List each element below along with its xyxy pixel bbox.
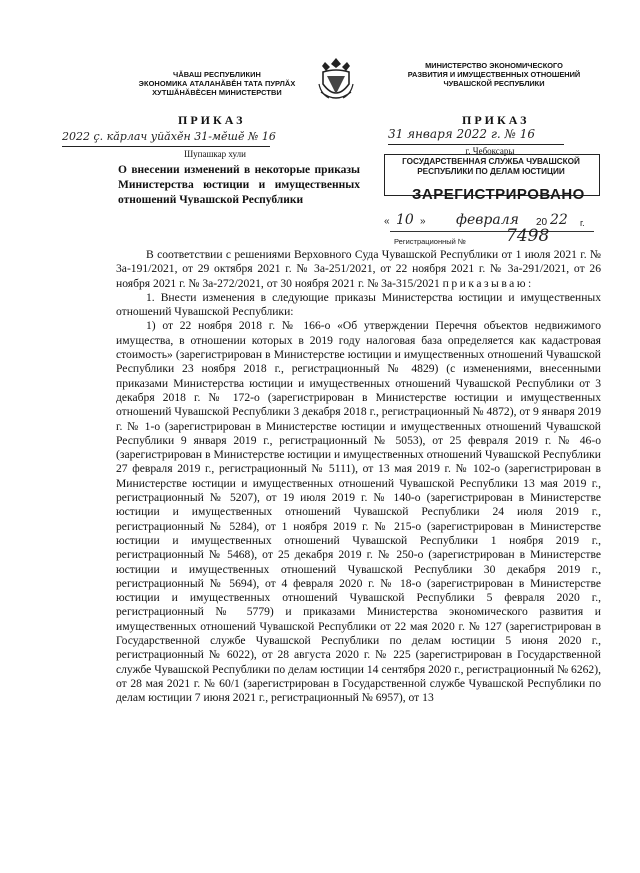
stamp-date (384, 214, 598, 232)
header-left-line: ЧĂВАШ РЕСПУБЛИКИН (173, 70, 261, 79)
stamp-agency-line1: ГОСУДАРСТВЕННАЯ СЛУЖБА ЧУВАШСКОЙ (402, 157, 580, 166)
header-left-line: ХУТШĂНĂВĔСЕН МИНИСТЕРСТВИ (152, 88, 282, 97)
header-left-line: ЭКОНОМИКА АТАЛАНĂВĔН ТАТА ПУРЛĂХ (138, 79, 296, 88)
stamp-agency-line2: РЕСПУБЛИКИ ПО ДЕЛАМ ЮСТИЦИИ (417, 167, 565, 176)
stamp-month: февраля (456, 212, 519, 228)
ministry-name-chuvash (112, 70, 322, 97)
stamp-year: 22 (550, 212, 568, 228)
stamp-quote-close: » (420, 216, 426, 227)
place-left: Шупашкар хули (184, 149, 246, 159)
header-right-line: МИНИСТЕРСТВО ЭКОНОМИЧЕСКОГО (425, 61, 563, 70)
date-underline-right (388, 144, 564, 145)
preamble-paragraph (116, 248, 601, 291)
registration-stamp (384, 148, 602, 248)
header-right-line: ЧУВАШСКОЙ РЕСПУБЛИКИ (443, 79, 545, 88)
stamp-regnum-label: Регистрационный № (394, 237, 466, 246)
header-right-line: РАЗВИТИЯ И ИМУЩЕСТВЕННЫХ ОТНОШЕНИЙ (407, 70, 581, 79)
order-title-right: ПРИКАЗ (462, 113, 530, 127)
order-body (116, 248, 601, 706)
date-underline-left (62, 146, 270, 147)
stamp-date-line (390, 231, 594, 232)
stamp-year-prefix: 20 (536, 217, 548, 228)
order-title-left: ПРИКАЗ (178, 113, 246, 127)
stamp-agency (384, 157, 598, 177)
ministry-name-russian (388, 61, 600, 88)
preamble-text: В соответствии с решениями Верховного Суда Чувашской Республики от 1 июля 2021 г. № 3а-191/2021, от 29 октября 2021 г. № 3а-251/2021, от 22 ноября 2021 г. № 3а-291/2021, от 26 ноября 2021 г. № 3а-272/2021, от 30 ноября 2021 г. № 3а-315/2021 (116, 248, 601, 290)
paragraph-1: 1. Внести изменения в следующие приказы Министерства юстиции и имущественных отношений Чувашской Республики: (116, 290, 601, 319)
place-right: г. Чебоксары (465, 146, 515, 156)
handwritten-date-right: 31 января 2022 г. № 16 (388, 127, 535, 141)
stamp-day: 10 (396, 212, 414, 228)
stamp-quote-open: « (384, 216, 390, 227)
order-topic: О внесении изменений в некоторые приказы Министерства юстиции и имущественных отношений Чувашской Республики (118, 164, 360, 206)
paragraph-1-1: 1) от 22 ноября 2018 г. № 166-о «Об утверждении Перечня объектов недвижимого имущества, в отношении которых в 2019 году налоговая база определяется как кадастровая стоимость» (зарегистрирован в Министерстве юстиции и имущественных отношений Чувашской Республики 23 ноября 2018 г., регистрационный № 4829) (с изменениями, внесенными приказами Министерства юстиции и имущественных отношений Чувашской Республики от 3 декабря 2018 г. № 172-о (зарегистрирован в Министерстве юстиции и имущественных отношений Чувашской Республики 3 декабря 2018 г., регистрационный № 4872), от 9 января 2019 г. № 1-о (зарегистрирован в Министерстве юстиции и имущественных отношений Чувашской Республики 9 января 2019 г., регистрационный № 5053), от 25 февраля 2019 г. № 46-о (зарегистрирован в Министерстве юстиции и имущественных отношений Чувашской Республики 27 февраля 2019 г., регистрационный № 5111), от 13 мая 2019 г. № 102-о (зарегистрирован в Министерстве юстиции и имущественных отношений Чувашской Республики 13 мая 2019 г., регистрационный № 5207), от 19 июля 2019 г. № 140-о (зарегистрирован в Министерстве юстиции и имущественных отношений Чувашской Республики 24 июля 2019 г., регистрационный № 5284), от 1 ноября 2019 г. № 215-о (зарегистрирован в Министерстве юстиции и имущественных отношений Чувашской Республики 1 ноября 2019 г., регистрационный № 5468), от 25 декабря 2019 г. № 250-о (зарегистрирован в Министерстве юстиции и имущественных отношений Чувашской Республики 30 декабря 2019 г., регистрационный № 5694), от 4 февраля 2020 г. № 18-о (зарегистрирован в Министерстве юстиции и имущественных отношений Чувашской Республики 5 февраля 2020 г., регистрационный № 5779) и приказами Министерства экономического развития и имущественных отношений Чувашской Республики от 22 мая 2020 г. № 127 (зарегистрирован в Государственной службе Чувашской Республики по делам юстиции 5 июня 2020 г., регистрационный № 6022), от 28 августа 2020 г. № 225 (зарегистрирован в Государственной службе Чувашской Республики по делам юстиции 14 сентября 2020 г., регистрационный № 6262), от 28 мая 2021 г. № 60/1 (зарегистрирован в Государственной службе Чувашской Республики по делам юстиции 7 июня 2021 г., регистрационный № 6957), от 13 (116, 319, 601, 705)
order-verb: приказываю: (442, 276, 534, 290)
stamp-year-suffix: г. (580, 218, 585, 228)
stamp-regnum: 7498 (506, 226, 550, 246)
chuvash-coat-of-arms-icon (317, 54, 355, 104)
handwritten-date-left: 2022 ç. кăрлач уйăхĕн 31-мĕшĕ № 16 (62, 130, 276, 143)
stamp-status: ЗАРЕГИСТРИРОВАНО (412, 186, 585, 203)
